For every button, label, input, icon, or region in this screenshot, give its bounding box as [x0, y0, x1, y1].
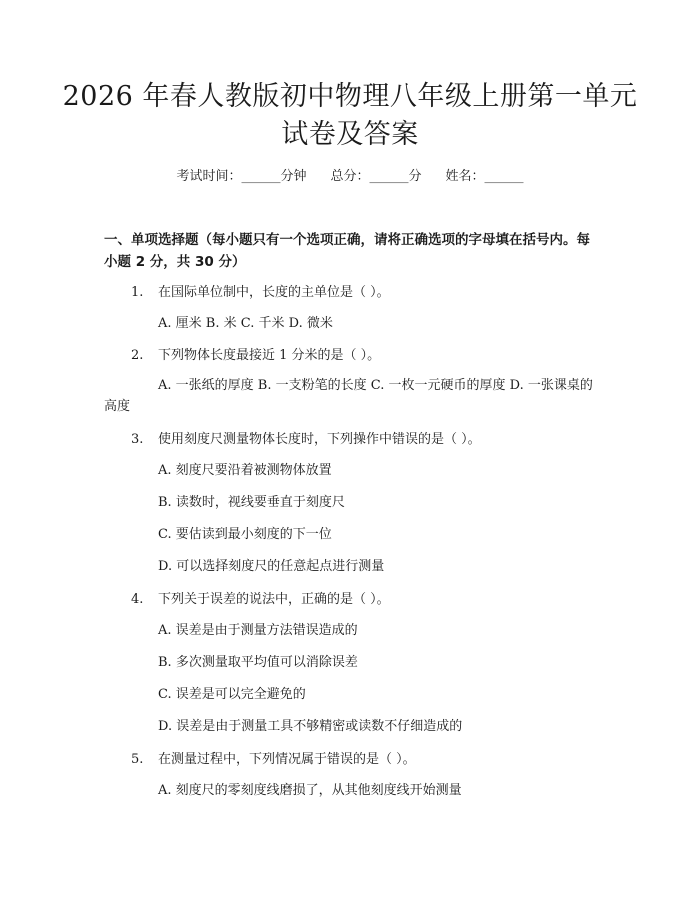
option-line: D. 可以选择刻度尺的任意起点进行测量: [158, 559, 385, 574]
option-line: D. 误差是由于测量工具不够精密或读数不仔细造成的: [158, 719, 463, 734]
option-line: B. 读数时，视线要垂直于刻度尺: [158, 495, 345, 510]
question-text: 在测量过程中，下列情况属于错误的是（ ）。: [158, 752, 416, 767]
option-line: C. 误差是可以完全避免的: [158, 687, 306, 702]
question-text: 下列关于误差的说法中，正确的是（ ）。: [158, 592, 390, 607]
question-text: 在国际单位制中，长度的主单位是（ ）。: [158, 285, 390, 300]
option-line: C. 要估读到最小刻度的下一位: [158, 527, 332, 542]
option-line: B. 多次测量取平均值可以消除误差: [158, 655, 358, 670]
section-heading: 一、单项选择题（每小题只有一个选项正确，请将正确选项的字母填在括号内。每小题 2 分，共 30 分）: [104, 232, 590, 270]
student-name: 姓名：______: [445, 169, 524, 184]
question-text: 下列物体长度最接近 1 分米的是（ ）。: [158, 348, 381, 363]
question-number: 2.: [131, 348, 144, 363]
option-line: A. 一张纸的厚度 B. 一支粉笔的长度 C. 一枚一元硬币的厚度 D. 一张课桌的高度: [104, 378, 593, 414]
question-text: 使用刻度尺测量物体长度时，下列操作中错误的是（ ）。: [158, 432, 481, 447]
option-line: A. 厘米 B. 米 C. 千米 D. 微米: [158, 316, 333, 331]
question-number: 4.: [131, 592, 144, 607]
exam-time: 考试时间：______分钟: [176, 169, 307, 184]
exam-total-score: 总分：______分: [330, 169, 422, 184]
question-number: 5.: [131, 752, 144, 767]
question-number: 3.: [131, 432, 144, 447]
exam-meta: [0, 167, 700, 187]
question-number: 1.: [131, 285, 144, 300]
option-line: A. 刻度尺要沿着被测物体放置: [158, 463, 332, 478]
option-line: A. 误差是由于测量方法错误造成的: [158, 623, 358, 638]
page-title: 2026 年春人教版初中物理八年级上册第一单元试卷及答案: [62, 81, 638, 150]
option-line: A. 刻度尺的零刻度线磨损了，从其他刻度线开始测量: [158, 783, 462, 798]
